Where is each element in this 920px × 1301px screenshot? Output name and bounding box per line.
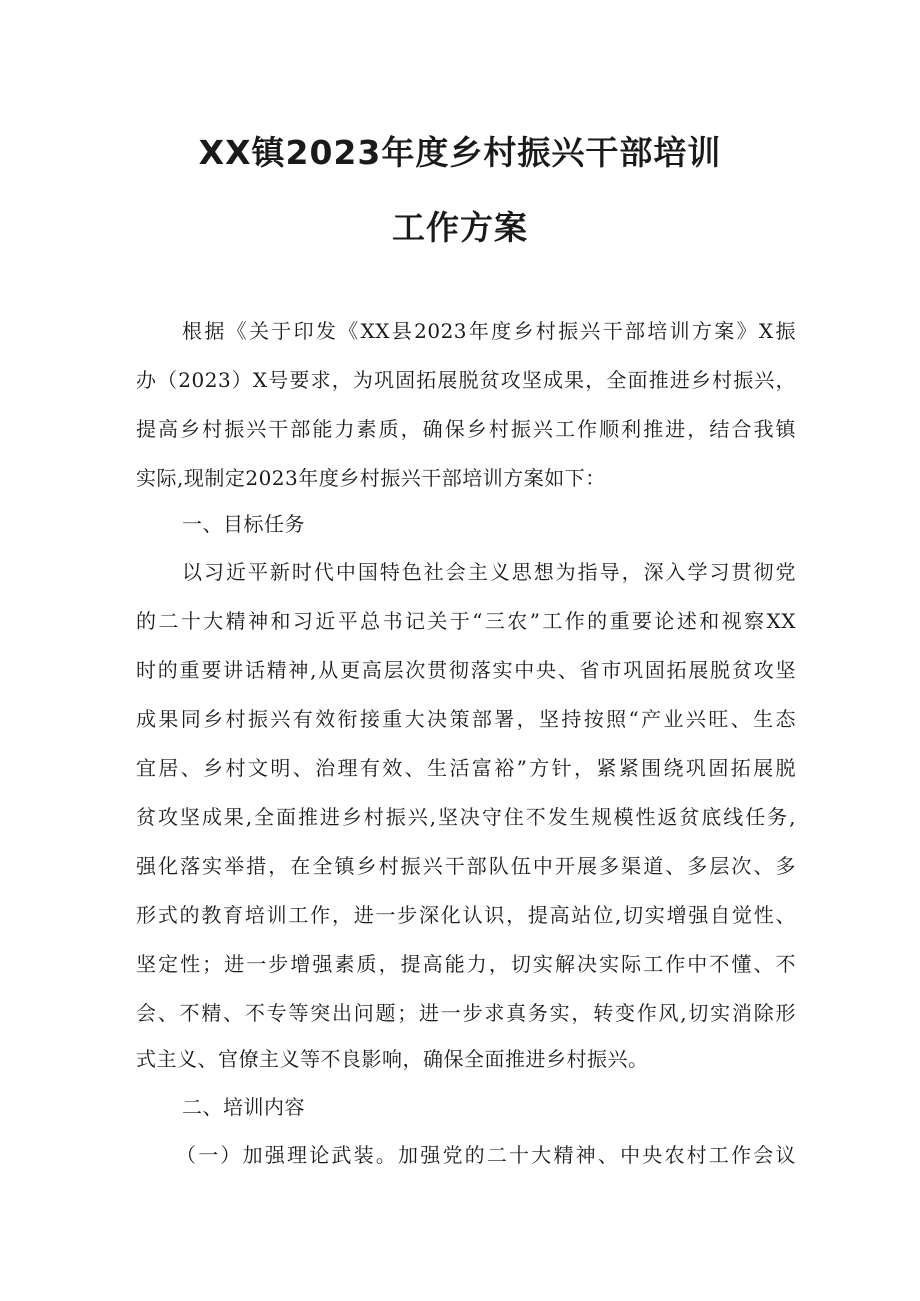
intro-line: 办（2023）X号要求，为巩固拓展脱贫攻坚成果，全面推进乡村振兴， bbox=[136, 368, 796, 392]
section-heading-1: 一、目标任务 bbox=[182, 512, 305, 536]
section-1-line: 的二十大精神和习近平总书记关于“三农”工作的重要论述和视察XX bbox=[136, 609, 796, 633]
section-heading-2: 二、培训内容 bbox=[182, 1095, 305, 1119]
document-title-line-1: XX镇2023年度乡村振兴干部培训 bbox=[198, 133, 722, 172]
intro-line: 根据《关于印发《XX县2023年度乡村振兴干部培训方案》X振 bbox=[182, 319, 796, 343]
section-2-item-1-line: （一）加强理论武装。加强党的二十大精神、中央农村工作会议 bbox=[176, 1143, 796, 1167]
section-1-line: 强化落实举措，在全镇乡村振兴干部队伍中开展多渠道、多层次、多 bbox=[136, 854, 796, 878]
section-1-line: 时的重要讲话精神,从更高层次贯彻落实中央、省市巩固拓展脱贫攻坚 bbox=[136, 658, 796, 682]
section-1-line: 坚定性；进一步增强素质，提高能力，切实解决实际工作中不懂、不 bbox=[136, 952, 796, 976]
intro-line: 实际,现制定2023年度乡村振兴干部培训方案如下： bbox=[136, 466, 606, 490]
section-1-line: 贫攻坚成果,全面推进乡村振兴,坚决守住不发生规模性返贫底线任务, bbox=[136, 805, 796, 829]
section-1-line: 形式的教育培训工作，进一步深化认识，提高站位,切实增强自觉性、 bbox=[136, 903, 796, 927]
document-title-line-2: 工作方案 bbox=[392, 208, 528, 247]
intro-line: 提高乡村振兴干部能力素质，确保乡村振兴工作顺利推进，结合我镇 bbox=[136, 417, 796, 441]
section-1-line: 成果同乡村振兴有效衔接重大决策部署，坚持按照“产业兴旺、生态 bbox=[136, 707, 796, 731]
section-1-line: 会、不精、不专等突出问题；进一步求真务实，转变作风,切实消除形 bbox=[136, 1001, 796, 1025]
section-1-line: 以习近平新时代中国特色社会主义思想为指导，深入学习贯彻党 bbox=[182, 560, 796, 584]
section-1-line: 宜居、乡村文明、治理有效、生活富裕”方针，紧紧围绕巩固拓展脱 bbox=[136, 756, 796, 780]
section-1-line: 式主义、官僚主义等不良影响，确保全面推进乡村振兴。 bbox=[136, 1047, 649, 1071]
